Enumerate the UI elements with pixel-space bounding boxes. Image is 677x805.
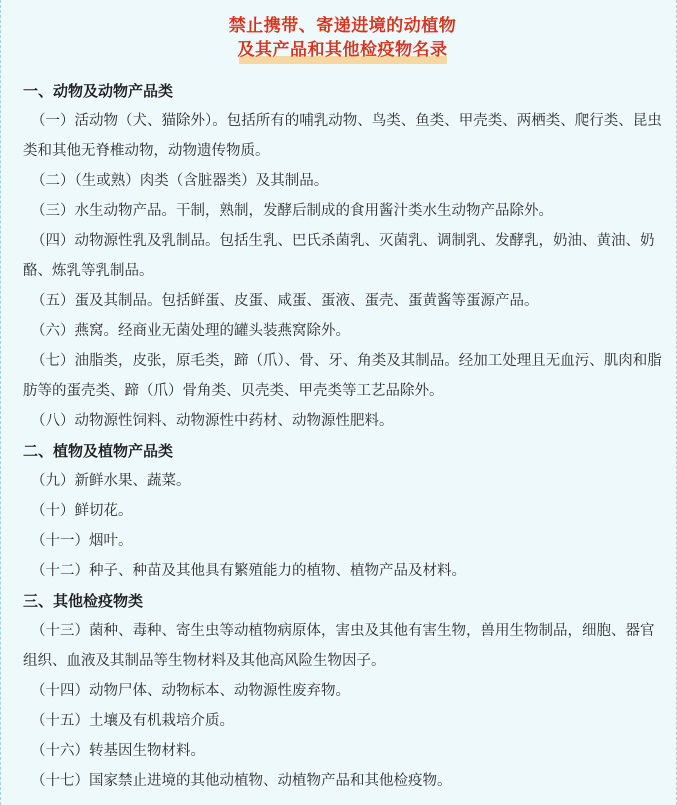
list-item: （六）燕窝。经商业无菌处理的罐头装燕窝除外。 (31, 323, 350, 339)
section-heading-animals: 一、动物及动物产品类 (23, 82, 174, 100)
list-item: （十五）土壤及有机栽培介质。 (31, 713, 234, 729)
title-line-1: 禁止携带、寄递进境的动植物 (228, 16, 457, 36)
list-item: （一）活动物（犬、猫除外）。包括所有的哺乳动物、鸟类、鱼类、甲壳类、两栖类、爬行类、昆虫类和其他无脊椎动物，动物遗传物质。 (23, 113, 662, 159)
list-item: （十七）国家禁止进境的其他动植物、动植物产品和其他检疫物。 (31, 773, 452, 789)
list-item: （三）水生动物产品。干制，熟制，发酵后制成的食用酱汁类水生动物产品除外。 (31, 203, 553, 219)
section-heading-other: 三、其他检疫物类 (23, 592, 144, 610)
list-item: （二）（生或熟）肉类（含脏器类）及其制品。 (31, 173, 329, 189)
title-block (23, 14, 662, 64)
list-item: （九）新鲜水果、蔬菜。 (31, 473, 191, 489)
title-line-2: 及其产品和其他检疫物名录 (237, 40, 448, 60)
list-item: （十六）转基因生物材料。 (31, 743, 205, 759)
list-item: （五）蛋及其制品。包括鲜蛋、皮蛋、咸蛋、蛋液、蛋壳、蛋黄酱等蛋源产品。 (31, 293, 539, 309)
list-item: （十一）烟叶。 (31, 533, 133, 549)
list-item: （十）鲜切花。 (31, 503, 133, 519)
list-item: （十四）动物尸体、动物标本、动物源性废弃物。 (31, 683, 350, 699)
list-item: （七）油脂类，皮张，原毛类，蹄（爪）、骨、牙、角类及其制品。经加工处理且无血污、肌肉和脂肪等的蛋壳类、蹄（爪）骨角类、贝壳类、甲壳类等工艺品除外。 (23, 353, 662, 399)
list-item: （十二）种子、种苗及其他具有繁殖能力的植物、植物产品及材料。 (31, 563, 466, 579)
list-item: （八）动物源性饲料、动物源性中药材、动物源性肥料。 (31, 413, 394, 429)
list-item: （十三）菌种、毒种、寄生虫等动植物病原体，害虫及其他有害生物，兽用生物制品，细胞、器官组织、血液及其制品等生物材料及其他高风险生物因子。 (23, 623, 655, 669)
list-item: （四）动物源性乳及乳制品。包括生乳、巴氏杀菌乳、灭菌乳、调制乳、发酵乳，奶油、黄油、奶酪、炼乳等乳制品。 (23, 233, 655, 279)
section-heading-plants: 二、植物及植物产品类 (23, 442, 174, 460)
